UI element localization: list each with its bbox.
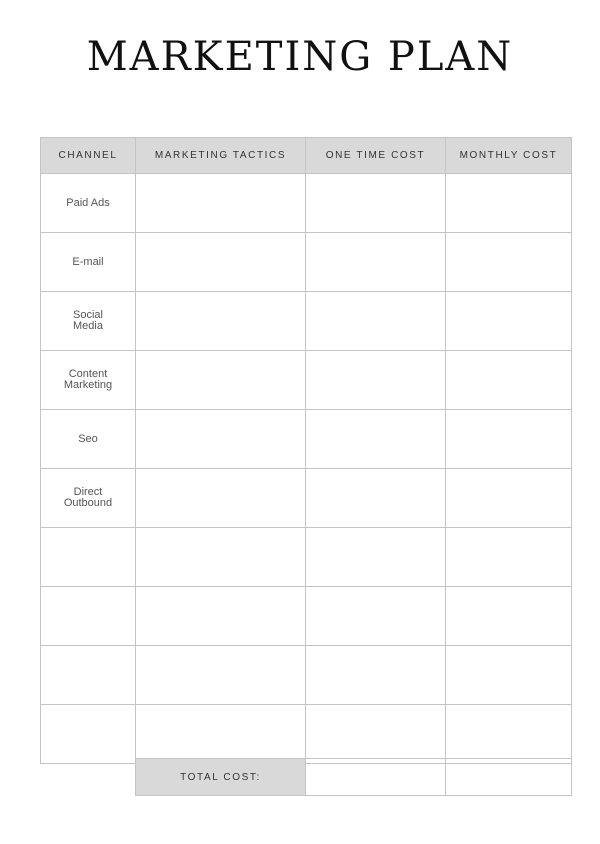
header-channel: CHANNEL	[41, 138, 136, 174]
channel-cell	[41, 410, 136, 469]
monthly-cost-cell[interactable]	[446, 528, 572, 587]
total-cost-label: TOTAL COST:	[136, 759, 306, 796]
channel-label: Content Marketing	[63, 368, 113, 391]
monthly-cost-cell[interactable]	[446, 587, 572, 646]
table-row	[41, 410, 572, 469]
monthly-cost-cell[interactable]	[446, 646, 572, 705]
channel-label: E-mail	[72, 255, 104, 268]
total-monthly-cost-cell[interactable]	[446, 759, 572, 796]
one-time-cost-cell[interactable]	[306, 705, 446, 764]
table-row	[41, 705, 572, 764]
marketing-tactics-cell[interactable]	[136, 705, 306, 764]
marketing-tactics-cell[interactable]	[136, 469, 306, 528]
channel-cell	[41, 587, 136, 646]
table-body	[41, 174, 572, 764]
table-row	[41, 646, 572, 705]
header-monthly-cost: MONTHLY COST	[446, 138, 572, 174]
table-row	[41, 587, 572, 646]
marketing-tactics-cell[interactable]	[136, 410, 306, 469]
marketing-tactics-cell[interactable]	[136, 587, 306, 646]
channel-label: Social Media	[73, 309, 103, 332]
total-row	[136, 759, 572, 796]
marketing-tactics-cell[interactable]	[136, 351, 306, 410]
one-time-cost-cell[interactable]	[306, 528, 446, 587]
monthly-cost-cell[interactable]	[446, 174, 572, 233]
total-cost-table	[135, 758, 572, 796]
total-one-time-cost-cell[interactable]	[306, 759, 446, 796]
channel-cell	[41, 705, 136, 764]
header-one-time-cost: ONE TIME COST	[306, 138, 446, 174]
monthly-cost-cell[interactable]	[446, 292, 572, 351]
marketing-tactics-cell[interactable]	[136, 646, 306, 705]
channel-cell	[41, 174, 136, 233]
table-row	[41, 528, 572, 587]
one-time-cost-cell[interactable]	[306, 174, 446, 233]
marketing-tactics-cell[interactable]	[136, 292, 306, 351]
table-row	[41, 351, 572, 410]
header-marketing-tactics: MARKETING TACTICS	[136, 138, 306, 174]
monthly-cost-cell[interactable]	[446, 705, 572, 764]
table-header-row	[41, 138, 572, 174]
page-title: MARKETING PLAN	[86, 34, 514, 80]
one-time-cost-cell[interactable]	[306, 646, 446, 705]
table-row	[41, 469, 572, 528]
monthly-cost-cell[interactable]	[446, 351, 572, 410]
channel-cell	[41, 292, 136, 351]
channel-cell	[41, 469, 136, 528]
monthly-cost-cell[interactable]	[446, 410, 572, 469]
channel-label: Paid Ads	[66, 196, 110, 209]
one-time-cost-cell[interactable]	[306, 351, 446, 410]
marketing-tactics-cell[interactable]	[136, 528, 306, 587]
one-time-cost-cell[interactable]	[306, 292, 446, 351]
channel-cell	[41, 528, 136, 587]
marketing-tactics-cell[interactable]	[136, 233, 306, 292]
table-row	[41, 174, 572, 233]
channel-label: Direct Outbound	[63, 486, 113, 509]
marketing-tactics-cell[interactable]	[136, 174, 306, 233]
channel-cell	[41, 233, 136, 292]
monthly-cost-cell[interactable]	[446, 233, 572, 292]
channel-cell	[41, 646, 136, 705]
channel-cell	[41, 351, 136, 410]
one-time-cost-cell[interactable]	[306, 410, 446, 469]
marketing-plan-table	[40, 137, 572, 764]
monthly-cost-cell[interactable]	[446, 469, 572, 528]
one-time-cost-cell[interactable]	[306, 233, 446, 292]
one-time-cost-cell[interactable]	[306, 469, 446, 528]
table-row	[41, 292, 572, 351]
table-row	[41, 233, 572, 292]
channel-label: Seo	[78, 432, 98, 445]
one-time-cost-cell[interactable]	[306, 587, 446, 646]
